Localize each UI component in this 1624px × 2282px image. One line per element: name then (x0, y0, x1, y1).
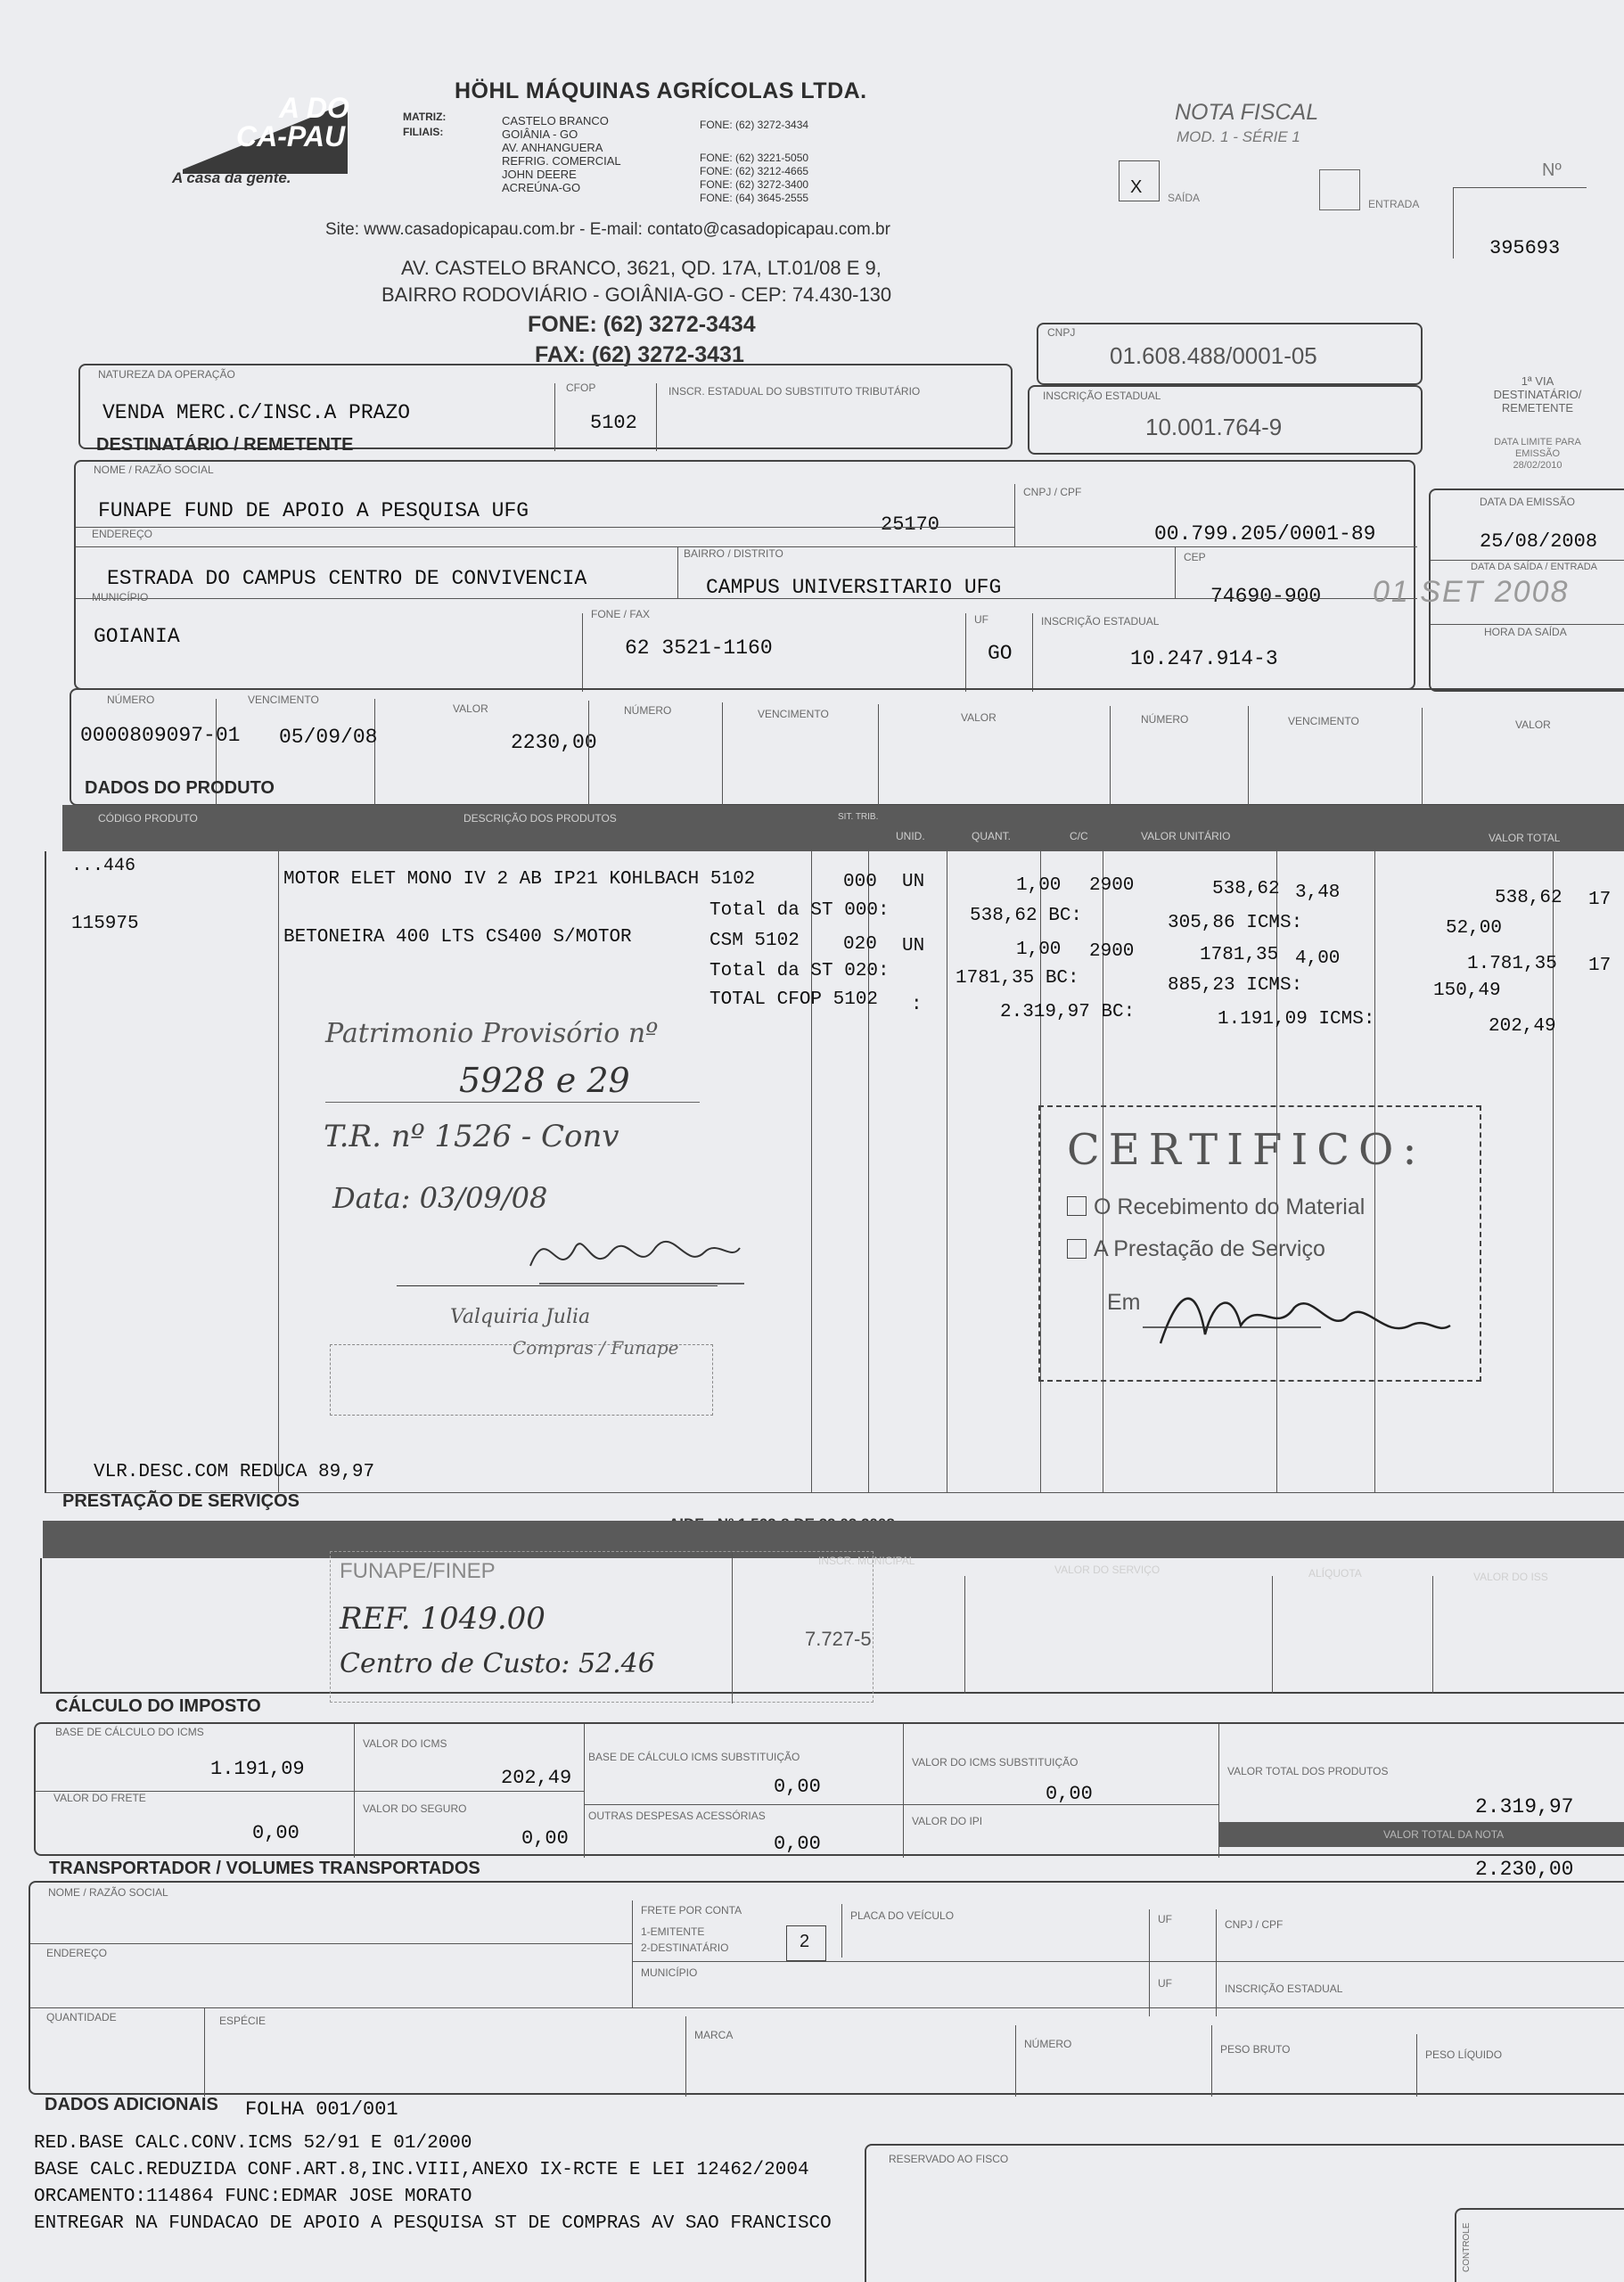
dest-bairro-label: BAIRRO / DISTRITO (684, 547, 783, 560)
ie-st-label: INSCR. ESTADUAL DO SUBSTITUTO TRIBUTÁRIO (668, 385, 921, 398)
dest-cnpj: 00.799.205/0001-89 (1154, 522, 1376, 546)
transp-uf-label: UF (1158, 1913, 1172, 1925)
icms-label: VALOR DO ICMS (363, 1737, 447, 1750)
row2-bc: 538,62 BC: (970, 906, 1083, 926)
hand-line-1: Patrimonio Provisório nº (325, 1018, 659, 1049)
phone-item: FONE: (62) 3272-3400 (700, 178, 809, 191)
dest-ie-label: INSCRIÇÃO ESTADUAL (1041, 615, 1160, 628)
hand-line-2: 5928 e 29 (459, 1061, 630, 1100)
row2-label: Total da ST 000: (709, 900, 890, 921)
row3-unid: UN (902, 936, 925, 956)
cfop-label: CFOP (566, 382, 596, 394)
row5-bc: 2.319,97 BC: (1000, 1002, 1136, 1022)
row1-unit: 538,62 (1212, 879, 1280, 899)
total-nota-value: 2.230,00 (1475, 1858, 1574, 1881)
ie-label: INSCRIÇÃO ESTADUAL (1043, 390, 1161, 402)
adicionais-lines (34, 2130, 836, 2237)
transp-nome-label: NOME / RAZÃO SOCIAL (48, 1886, 168, 1899)
cfop-value: 5102 (590, 412, 637, 434)
matriz-label: MATRIZ: (403, 111, 447, 123)
fat-numero-label-3: NÚMERO (1141, 713, 1189, 726)
col-valor-iss: VALOR DO ISS (1473, 1571, 1548, 1583)
folha-value: FOLHA 001/001 (245, 2098, 398, 2121)
hand-line-4: Data: 03/09/08 (332, 1181, 548, 1215)
issuer-ie-box (1028, 385, 1423, 455)
adicionais-line: BASE CALC.REDUZIDA CONF.ART.8,INC.VIII,ANEXO IX-RCTE E LEI 12462/2004 (34, 2160, 809, 2180)
dest-uf-label: UF (974, 613, 988, 626)
serv-hand-2: REF. 1049.00 (340, 1601, 545, 1637)
icms-st-label: VALOR DO ICMS SUBSTITUIÇÃO (912, 1756, 1079, 1769)
via-line: REMETENTE (1501, 401, 1574, 415)
hand-line-6: Compras / Funape (513, 1337, 679, 1359)
limit-line: 28/02/2010 (1513, 460, 1562, 471)
fone-line: FONE: (62) 3272-3434 (528, 312, 756, 337)
row3-total: 1.781,35 (1467, 954, 1557, 974)
address-line-2: BAIRRO RODOVIÁRIO - GOIÂNIA-GO - CEP: 74.430-130 (381, 283, 892, 306)
adicionais-line: RED.BASE CALC.CONV.ICMS 52/91 E 01/2000 (34, 2133, 472, 2154)
signature-1 (521, 1212, 744, 1293)
fat-venc-label-3: VENCIMENTO (1288, 715, 1359, 727)
no-label: Nº (1542, 160, 1562, 180)
fat-valor-label-3: VALOR (1515, 718, 1551, 731)
qtd-label: QUANTIDADE (46, 2011, 117, 2023)
certifico-stamp (1038, 1105, 1481, 1382)
marca-label: MARCA (694, 2029, 734, 2041)
dest-ie: 10.247.914-3 (1130, 647, 1278, 670)
placa-label: PLACA DO VEÍCULO (850, 1909, 955, 1922)
row1-quant: 1,00 (1016, 875, 1062, 896)
adicionais-section-title: DADOS ADICIONAIS (45, 2095, 218, 2114)
frete-opt-1: 1-EMITENTE (641, 1925, 705, 1938)
produtos-section-title: DADOS DO PRODUTO (85, 778, 275, 798)
frete-conta-label: FRETE POR CONTA (641, 1904, 742, 1917)
nf-title: NOTA FISCAL (1175, 100, 1319, 125)
outras-label: OUTRAS DESPESAS ACESSÓRIAS (588, 1810, 766, 1822)
stamp-item-1: O Recebimento do Material (1094, 1194, 1366, 1219)
dest-municipio: GOIANIA (94, 625, 180, 648)
row3-desc: BETONEIRA 400 LTS CS400 S/MOTOR (283, 927, 632, 948)
company-logo (165, 85, 352, 186)
frete-opt-2: 2-DESTINATÁRIO (641, 1941, 729, 1954)
branch-item: CASTELO BRANCO (502, 114, 609, 127)
icms-st-value: 0,00 (1046, 1783, 1093, 1805)
dest-nome: FUNAPE FUND DE APOIO A PESQUISA UFG (98, 499, 529, 522)
via-text (1466, 374, 1609, 415)
phone-item: FONE: (64) 3645-2555 (700, 192, 809, 204)
stamp-title: CERTIFICO: (1067, 1125, 1426, 1175)
col-descricao: DESCRIÇÃO DOS PRODUTOS (463, 812, 617, 825)
phone-top: FONE: (62) 3272-3434 (700, 119, 809, 131)
hora-label: HORA DA SAÍDA (1484, 626, 1567, 638)
col-cc: C/C (1070, 830, 1088, 842)
col-quant: QUANT. (972, 830, 1012, 842)
limit-line: DATA LIMITE PARA (1494, 437, 1581, 447)
row3-sit: 020 (843, 934, 877, 955)
row1-unid: UN (902, 872, 925, 892)
fat-valor: 2230,00 (511, 731, 597, 754)
row1-sit: 000 (843, 872, 877, 892)
branch-item: ACREÚNA-GO (502, 181, 581, 194)
nf-number: 395693 (1489, 237, 1561, 259)
desconto-line: VLR.DESC.COM REDUCA 89,97 (94, 1462, 375, 1482)
transp-ie-label: INSCRIÇÃO ESTADUAL (1225, 1982, 1343, 1995)
branch-item: REFRIG. COMERCIAL (502, 154, 621, 168)
col-unid: UNID. (896, 830, 925, 842)
entrada-label: ENTRADA (1368, 198, 1420, 210)
fat-numero: 0000809097-01 (80, 724, 241, 747)
via-line: 1ª VIA (1521, 374, 1554, 388)
dest-cep: 74690-900 (1210, 585, 1322, 608)
logo-text-1: A DO (279, 92, 349, 124)
row1-aliq: 3,48 (1295, 882, 1341, 903)
dest-cnpj-label: CNPJ / CPF (1023, 486, 1082, 498)
cnpj-label: CNPJ (1047, 326, 1076, 339)
saida-stamp: 01 SET 2008 (1373, 575, 1570, 609)
inscr-municipal-value: 7.727-5 (805, 1628, 872, 1650)
company-name: HÖHL MÁQUINAS AGRÍCOLAS LTDA. (455, 78, 867, 103)
fatura-box (70, 688, 1624, 806)
branch-item: JOHN DEERE (502, 168, 577, 181)
limit-line: EMISSÃO (1514, 448, 1561, 459)
col-inscr-municipal: INSCR. MUNICIPAL (818, 1555, 915, 1567)
row4-icms: 885,23 ICMS: (1168, 975, 1303, 996)
serv-hand-1: FUNAPE/FINEP (340, 1559, 496, 1583)
dest-uf: GO (988, 642, 1013, 665)
issuer-ie: 10.001.764-9 (1145, 414, 1283, 440)
fat-venc-label: VENCIMENTO (248, 694, 319, 706)
fat-venc: 05/09/08 (279, 726, 378, 749)
prod-code-2: 115975 (71, 914, 139, 934)
phone-item: FONE: (62) 3221-5050 (700, 152, 809, 164)
stamp-item-2: A Prestação de Serviço (1094, 1236, 1325, 1261)
dates-box (1373, 488, 1624, 692)
total-prod-label: VALOR TOTAL DOS PRODUTOS (1227, 1765, 1389, 1777)
dest-cep-label: CEP (1184, 551, 1206, 563)
servicos-section-title: PRESTAÇÃO DE SERVIÇOS (62, 1491, 299, 1511)
row3-quant: 1,00 (1016, 940, 1062, 960)
fisco-box (865, 2144, 1624, 2282)
row1-desc: MOTOR ELET MONO IV 2 AB IP21 KOHLBACH 5102 (283, 869, 756, 890)
dest-endereco: ESTRADA DO CAMPUS CENTRO DE CONVIVENCIA (107, 567, 587, 590)
seguro-value: 0,00 (521, 1827, 569, 1850)
icms-value: 202,49 (501, 1767, 572, 1789)
natureza-label: NATUREZA DA OPERAÇÃO (98, 368, 235, 381)
seguro-label: VALOR DO SEGURO (363, 1802, 467, 1815)
stamp-checkbox-2 (1067, 1239, 1087, 1259)
transp-section-title: TRANSPORTADOR / VOLUMES TRANSPORTADOS (49, 1859, 480, 1878)
frete-label: VALOR DO FRETE (53, 1792, 146, 1804)
address-line-1: AV. CASTELO BRANCO, 3621, QD. 17A, LT.01/08 E 9, (401, 257, 882, 279)
logo-tagline: A casa da gente. (172, 169, 291, 186)
bc-st-label: BASE DE CÁLCULO ICMS SUBSTITUIÇÃO (588, 1751, 800, 1763)
row3-csm: CSM 5102 (709, 931, 800, 951)
issuer-cnpj-box (1037, 323, 1423, 385)
row2-icms: 305,86 ICMS: (1168, 913, 1303, 933)
signature-2 (1143, 1272, 1455, 1361)
col-valor-total: VALOR TOTAL (1489, 832, 1561, 844)
peso-bruto-label: PESO BRUTO (1220, 2043, 1291, 2056)
dest-endereco-label: ENDEREÇO (92, 528, 153, 540)
nf-model: MOD. 1 - SÉRIE 1 (1177, 128, 1300, 145)
total-nota-bar (1218, 1822, 1624, 1847)
nf-number-box (1453, 187, 1587, 259)
outras-value: 0,00 (774, 1833, 821, 1855)
fax-line: FAX: (62) 3272-3431 (535, 342, 744, 367)
saida-data-label: DATA DA SAÍDA / ENTRADA (1471, 562, 1598, 572)
frete-value: 2 (800, 1932, 810, 1951)
adicionais-line: ENTREGAR NA FUNDACAO DE APOIO A PESQUISA ST DE COMPRAS AV SAO FRANCISCO (34, 2213, 832, 2234)
branch-item: GOIÂNIA - GO (502, 127, 578, 141)
dest-municipio-label: MUNICÍPIO (92, 591, 149, 603)
row3-icms: 17 (1588, 956, 1612, 976)
row4-label: Total da ST 020: (709, 961, 890, 981)
fat-valor-label: VALOR (453, 702, 488, 715)
saida-mark: X (1130, 177, 1143, 197)
row5-label: TOTAL CFOP 5102 (709, 989, 879, 1010)
total-nota-label: VALOR TOTAL DA NOTA (1383, 1828, 1505, 1841)
saida-checkbox (1119, 160, 1160, 201)
row2-value: 52,00 (1446, 918, 1503, 939)
row4-value: 150,49 (1433, 981, 1501, 1001)
branch-item: AV. ANHANGUERA (502, 141, 603, 154)
entrada-checkbox (1319, 169, 1360, 210)
row5-icms: 1.191,09 ICMS: (1218, 1009, 1375, 1030)
row4-bc: 1781,35 BC: (956, 968, 1079, 989)
row3-aliq: 4,00 (1295, 948, 1341, 969)
natureza-value: VENDA MERC.C/INSC.A PRAZO (103, 401, 411, 424)
hand-line-3: T.R. nº 1526 - Conv (324, 1119, 619, 1154)
branch-list (502, 114, 621, 194)
limit-text (1466, 437, 1609, 472)
fat-numero-label: NÚMERO (107, 694, 155, 706)
frete-value-box (786, 1925, 826, 1961)
dest-code: 25170 (881, 513, 940, 536)
issuer-cnpj: 01.608.488/0001-05 (1110, 342, 1317, 369)
fat-venc-label-2: VENCIMENTO (758, 708, 829, 720)
dest-fone: 62 3521-1160 (625, 636, 773, 660)
transp-box (29, 1881, 1624, 2095)
transp-cnpj-label: CNPJ / CPF (1225, 1918, 1284, 1931)
transp-endereco-label: ENDEREÇO (46, 1947, 108, 1959)
filiais-label: FILIAIS: (403, 126, 444, 138)
stamp-em: Em (1107, 1290, 1141, 1315)
row5-colon: : (911, 995, 923, 1015)
fisco-label: RESERVADO AO FISCO (889, 2153, 1009, 2165)
emissao-value: 25/08/2008 (1480, 530, 1598, 553)
site-line: Site: www.casadopicapau.com.br - E-mail: contato@casadopicapau.com.br (325, 220, 890, 239)
bc-icms-value: 1.191,09 (210, 1758, 305, 1780)
saida-label: SAÍDA (1168, 192, 1201, 204)
row3-unit: 1781,35 (1200, 945, 1279, 965)
phone-list (700, 152, 808, 205)
controle-label: CONTROLE (1462, 2222, 1472, 2272)
transp-numero-label: NÚMERO (1024, 2038, 1072, 2050)
bc-icms-label: BASE DE CÁLCULO DO ICMS (55, 1726, 204, 1738)
imposto-section-title: CÁLCULO DO IMPOSTO (55, 1696, 261, 1716)
col-codigo: CÓDIGO PRODUTO (98, 812, 198, 825)
produtos-header-bar (62, 805, 1624, 851)
fat-valor-label-2: VALOR (961, 711, 997, 724)
dest-bairro: CAMPUS UNIVERSITARIO UFG (706, 576, 1002, 599)
servicos-stamp-box (330, 1551, 874, 1703)
row5-value: 202,49 (1489, 1016, 1556, 1037)
col-valor-servico: VALOR DO SERVIÇO (1054, 1564, 1161, 1576)
controle-box (1455, 2208, 1624, 2282)
serv-hand-3: Centro de Custo: 52.46 (340, 1648, 655, 1679)
dest-nome-label: NOME / RAZÃO SOCIAL (94, 464, 214, 476)
bc-st-value: 0,00 (774, 1776, 821, 1798)
prod-code-1: ...446 (71, 856, 136, 876)
dest-box (74, 460, 1415, 690)
handwritten-annotation (316, 1007, 816, 1400)
faded-stamp-box (330, 1344, 713, 1416)
via-line: DESTINATÁRIO/ (1493, 388, 1582, 401)
peso-liquido-label: PESO LÍQUIDO (1425, 2048, 1503, 2061)
transp-uf-label-2: UF (1158, 1977, 1172, 1990)
adicionais-line: ORCAMENTO:114864 FUNC:EDMAR JOSE MORATO (34, 2187, 472, 2207)
col-aliquota: ALÍQUOTA (1308, 1567, 1362, 1580)
row3-cc: 2900 (1089, 941, 1135, 962)
dest-fone-label: FONE / FAX (591, 608, 651, 620)
emissao-label: DATA DA EMISSÃO (1480, 496, 1575, 508)
row1-icms: 17 (1588, 890, 1612, 910)
stamp-checkbox-1 (1067, 1196, 1087, 1216)
ipi-label: VALOR DO IPI (912, 1815, 983, 1827)
row1-total: 538,62 (1495, 888, 1562, 908)
transp-municipio-label: MUNICÍPIO (641, 1966, 698, 1979)
row1-cc: 2900 (1089, 875, 1135, 896)
col-sit-trib: SIT. TRIB. (838, 812, 879, 822)
frete-value: 0,00 (252, 1822, 299, 1844)
fat-numero-label-2: NÚMERO (624, 704, 672, 717)
dest-section-title: DESTINATÁRIO / REMETENTE (96, 435, 354, 455)
total-prod-value: 2.319,97 (1475, 1795, 1574, 1818)
hand-line-5: Valquiria Julia (450, 1306, 591, 1328)
logo-text-2: CA-PAU (236, 120, 346, 152)
especie-label: ESPÉCIE (219, 2015, 267, 2027)
col-valor-unit: VALOR UNITÁRIO (1141, 830, 1231, 842)
phone-item: FONE: (62) 3212-4665 (700, 165, 809, 177)
